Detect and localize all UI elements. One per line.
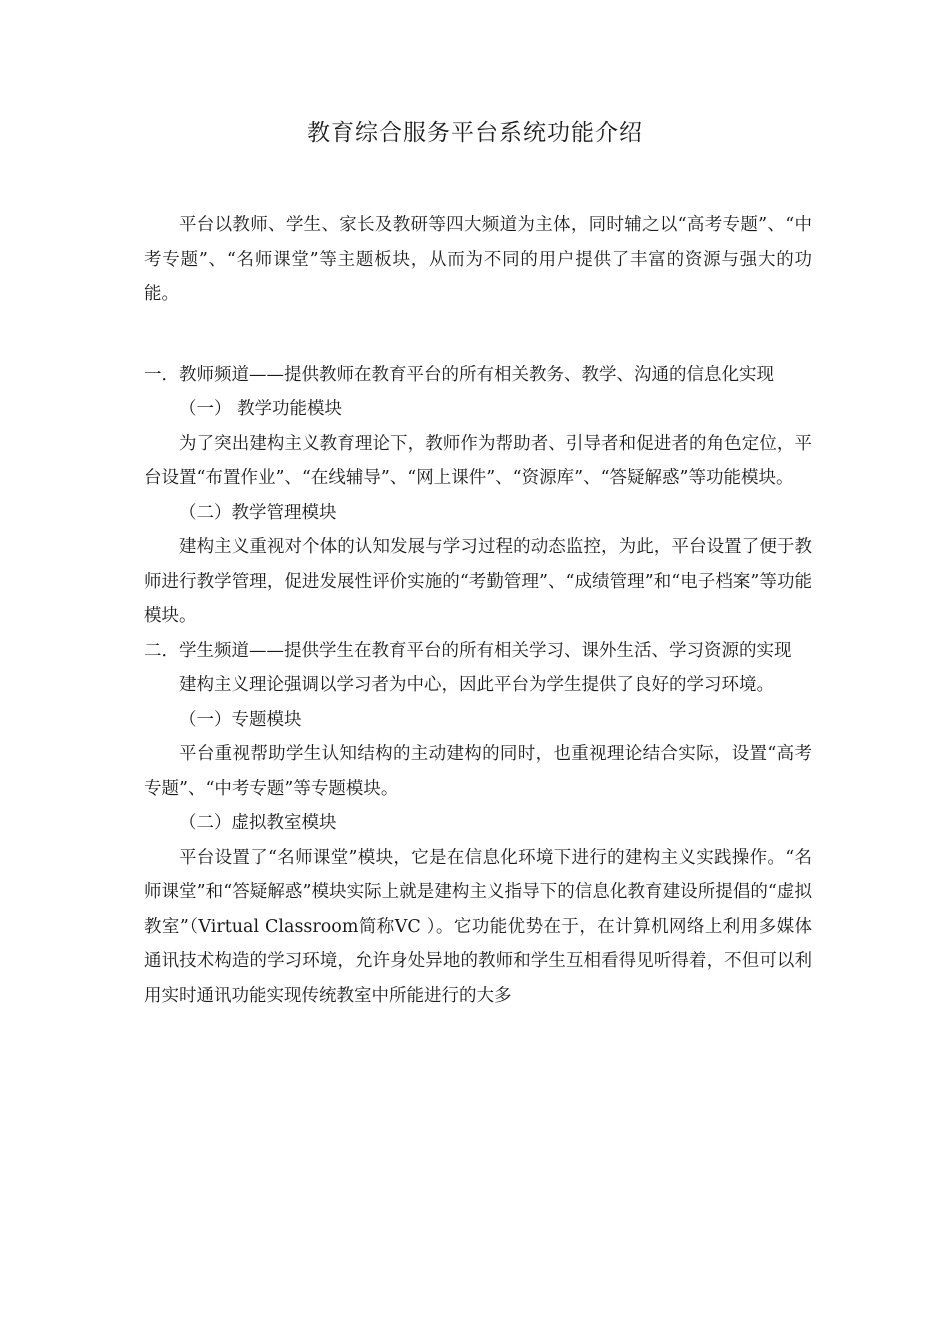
intro-paragraph: 平台以教师、学生、家长及教研等四大频道为主体，同时辅之以“高考专题”、“中考专题”、“名师课堂”等主题板块，从而为不同的用户提供了丰富的资源与强大的功能。 [144,215,812,304]
section1-sub1-title: （一） 教学功能模块 [179,399,343,419]
section1-sub2-text: 建构主义重视对个体的认知发展与学习过程的动态监控，为此，平台设置了便于教师进行教学管理，促进发展性评价实施的“考勤管理”、“成绩管理”和“电子档案”等功能模块。 [144,537,812,626]
section1-sub2-title: （二）教学管理模块 [179,502,337,523]
spacer [144,312,812,358]
section2-heading: 二．学生频道——提供学生在教育平台的所有相关学习、课外生活、学习资源的实现 [144,640,792,661]
section1-sub1-text: 为了突出建构主义教育理论下，教师作为帮助者、引导者和促进者的角色定位，平台设置“布置作业”、“在线辅导”、“网上课件”、“资源库”、“答疑解惑”等功能模块。 [144,433,812,488]
section2-sub2-text: 平台设置了“名师课堂”模块，它是在信息化环境下进行的建构主义实践操作。“名师课堂”和“答疑解惑”模块实际上就是建构主义指导下的信息化教育建设所提倡的“虚拟教室”（Virtual Classroom简称VC ）。它功能优势在于，在计算机网络上利用多媒体通讯技术构造的学习环境，允许身处异地的教师和学生互相看得见听得着，不但可以利用实时通讯功能实现传统教室中所能进行的大多 [144,847,812,1006]
section2-sub1-text: 平台重视帮助学生认知结构的主动建构的同时，也重视理论结合实际，设置“高考专题”、“中考专题”等专题模块。 [144,744,812,799]
document-title: 教育综合服务平台系统功能介绍 [307,120,643,146]
section2-sub2-title: （二）虚拟教室模块 [179,813,337,833]
section1-heading: 一．教师频道——提供教师在教育平台的所有相关教务、教学、沟通的信息化实现 [144,364,774,385]
document-body [144,208,812,1013]
section2-sub1-title: （一）专题模块 [179,709,302,730]
section2-intro: 建构主义理论强调以学习者为中心，因此平台为学生提供了良好的学习环境。 [179,675,774,695]
